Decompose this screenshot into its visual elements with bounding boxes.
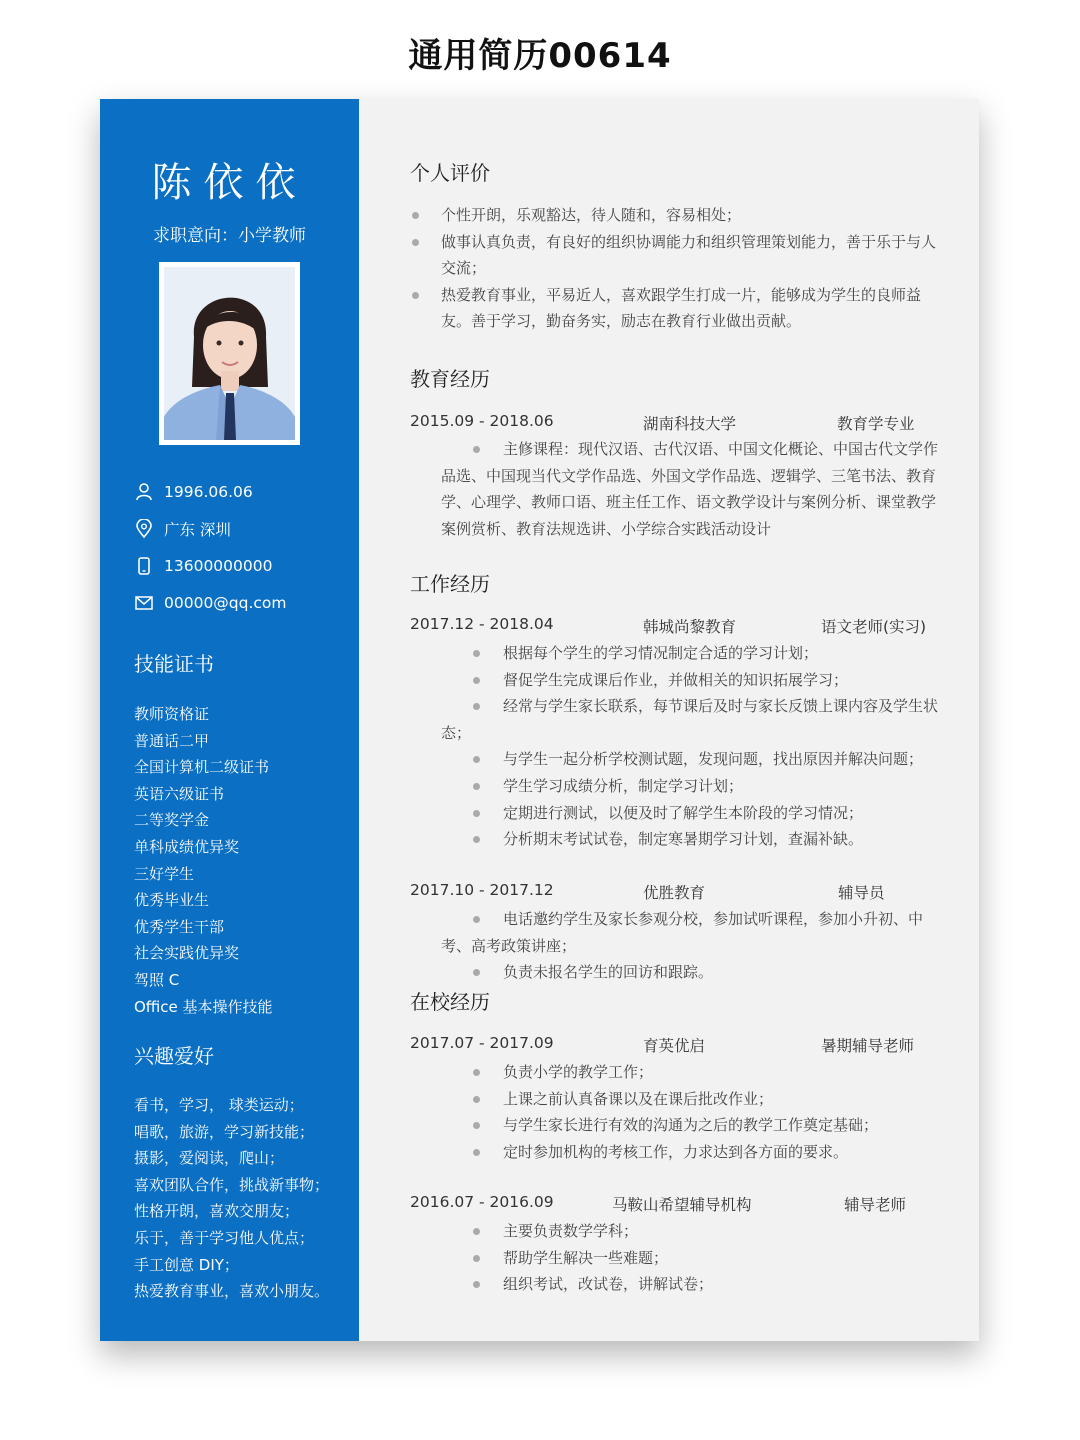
work-role: 辅导员 (838, 884, 885, 902)
contact-list (134, 473, 287, 621)
hobby-item: 热爱教育事业，喜欢小朋友。 (134, 1282, 330, 1301)
work-heading: 工作经历 (410, 572, 490, 596)
hobby-item: 看书，学习， 球类运动； (134, 1096, 304, 1114)
campus-role: 辅导老师 (844, 1196, 907, 1214)
bullet-dot (473, 703, 480, 710)
skill-item: 二等奖学金 (134, 811, 210, 830)
phone-text: 13600000000 (164, 556, 273, 575)
campus-org: 育英优启 (643, 1037, 706, 1055)
evaluation-item: 做事认真负责，有良好的组织协调能力和组织管理策划能力，善于乐于与人交流； (410, 229, 940, 282)
page-title: 通用简历00614 (408, 36, 672, 76)
evaluation-item: 个性开朗，乐观豁达，待人随和，容易相处； (410, 202, 940, 229)
education-courses (441, 436, 941, 542)
hobby-item: 性格开朗，喜欢交朋友； (134, 1202, 300, 1221)
work-duties-list (441, 906, 941, 986)
phone-icon (134, 556, 154, 576)
duty-item: 学生学习成绩分析，制定学习计划； (441, 773, 941, 800)
skill-item: 英语六级证书 (134, 784, 225, 803)
duty-item: 定时参加机构的考核工作，力求达到各方面的要求。 (441, 1139, 941, 1166)
birthday-text: 1996.06.06 (164, 482, 253, 501)
campus-role: 暑期辅导老师 (821, 1037, 915, 1055)
skill-item: 单科成绩优异奖 (134, 837, 240, 856)
work-org: 韩城尚黎教育 (643, 618, 737, 636)
duty-item: 负责小学的教学工作； (441, 1059, 941, 1086)
hobby-item: 唱歌，旅游，学习新技能； (134, 1122, 315, 1141)
duty-item: 上课之前认真备课以及在课后批改作业； (441, 1086, 941, 1113)
phone-row (134, 547, 287, 584)
education-school: 湖南科技大学 (643, 415, 737, 433)
skill-item: 三好学生 (134, 864, 195, 883)
birthday-row (134, 473, 287, 510)
duty-item: 经常与学生家长联系，每节课后及时与家长反馈上课内容及学生状态； (441, 697, 939, 742)
skill-item: 普通话二甲 (134, 731, 210, 750)
campus-entry-header (410, 1034, 950, 1058)
bullet-dot (473, 916, 480, 923)
education-entry-header (410, 412, 950, 436)
duty-item: 督促学生完成课后作业，并做相关的知识拓展学习； (441, 667, 941, 694)
hobby-item: 乐于，善于学习他人优点； (134, 1228, 315, 1247)
duty-item: 帮助学生解决一些难题； (441, 1245, 941, 1272)
duty-item: 主要负责数学学科； (441, 1218, 941, 1245)
skill-item: 教师资格证 (134, 705, 210, 723)
work-duties-list (441, 640, 941, 853)
campus-entry-header (410, 1193, 950, 1217)
duty-item: 与学生一起分析学校测试题，发现问题，找出原因并解决问题； (441, 746, 941, 773)
campus-org: 马鞍山希望辅导机构 (612, 1196, 752, 1214)
duty-item: 电话邀约学生及家长参观分校，参加试听课程，参加小升初、中考、高考政策讲座； (441, 910, 924, 955)
portrait-image (164, 267, 295, 440)
work-entry-header (410, 881, 950, 905)
email-row (134, 584, 287, 621)
skill-item: 全国计算机二级证书 (134, 758, 270, 777)
skill-item: 驾照 C (134, 970, 180, 989)
skill-item: Office 基本操作技能 (134, 997, 273, 1016)
email-text: 00000@qq.com (164, 593, 287, 612)
skill-item: 社会实践优异奖 (134, 944, 240, 963)
mail-icon (134, 593, 154, 613)
duty-item: 分析期末考试试卷，制定寒暑期学习计划，查漏补缺。 (441, 826, 941, 853)
duty-item: 根据每个学生的学习情况制定合适的学习计划； (441, 640, 941, 667)
evaluation-heading: 个人评价 (410, 161, 490, 185)
hobby-item: 喜欢团队合作，挑战新事物； (134, 1175, 330, 1194)
work-entry-header (410, 615, 950, 639)
evaluation-item: 热爱教育事业，平易近人，喜欢跟学生打成一片，能够成为学生的良师益友。善于学习，勤奋务实，励志在教育行业做出贡献。 (410, 282, 940, 335)
person-icon (134, 482, 154, 502)
education-heading: 教育经历 (410, 367, 490, 391)
campus-period: 2017.07 - 2017.09 (410, 1034, 554, 1052)
location-text: 广东 深圳 (164, 520, 231, 539)
sidebar (100, 99, 359, 1341)
campus-period: 2016.07 - 2016.09 (410, 1193, 554, 1211)
candidate-name: 陈依依 (151, 160, 308, 206)
duty-item: 负责未报名学生的回访和跟踪。 (441, 959, 941, 986)
courses-text: 主修课程：现代汉语、古代汉语、中国文化概论、中国古代文学作品选、中国现当代文学作品选、外国文学作品选、逻辑学、三笔书法、教育学、心理学、教师口语、班主任工作、语文教学设计与案例分析、课堂教学案例赏析、教育法规选讲、小学综合实践活动设计 (441, 440, 939, 538)
education-major: 教育学专业 (837, 415, 915, 433)
skill-item: 优秀毕业生 (134, 891, 210, 910)
campus-duties-list (441, 1218, 941, 1298)
skills-heading: 技能证书 (134, 652, 214, 676)
work-period: 2017.10 - 2017.12 (410, 881, 554, 899)
duty-item: 与学生家长进行有效的沟通为之后的教学工作奠定基础； (441, 1112, 941, 1139)
job-intent: 求职意向：小学教师 (153, 226, 306, 246)
profile-photo (159, 262, 300, 445)
hobbies-list (134, 1092, 329, 1305)
skills-list (134, 701, 273, 1020)
campus-heading: 在校经历 (410, 990, 490, 1014)
hobby-item: 手工创意 DIY； (134, 1255, 239, 1274)
hobby-item: 摄影，爱阅读，爬山； (134, 1149, 285, 1168)
evaluation-list (410, 202, 940, 335)
resume-sheet (100, 99, 979, 1341)
duty-item: 定期进行测试，以便及时了解学生本阶段的学习情况； (441, 800, 941, 827)
location-icon (134, 519, 154, 539)
duty-item: 组织考试，改试卷，讲解试卷； (441, 1271, 941, 1298)
location-row (134, 510, 287, 547)
bullet-dot (473, 446, 480, 453)
campus-duties-list (441, 1059, 941, 1165)
work-period: 2017.12 - 2018.04 (410, 615, 554, 633)
hobbies-heading: 兴趣爱好 (134, 1044, 214, 1068)
work-org: 优胜教育 (643, 884, 706, 902)
skill-item: 优秀学生干部 (134, 917, 225, 936)
work-role: 语文老师(实习) (821, 618, 927, 636)
education-period: 2015.09 - 2018.06 (410, 412, 554, 430)
